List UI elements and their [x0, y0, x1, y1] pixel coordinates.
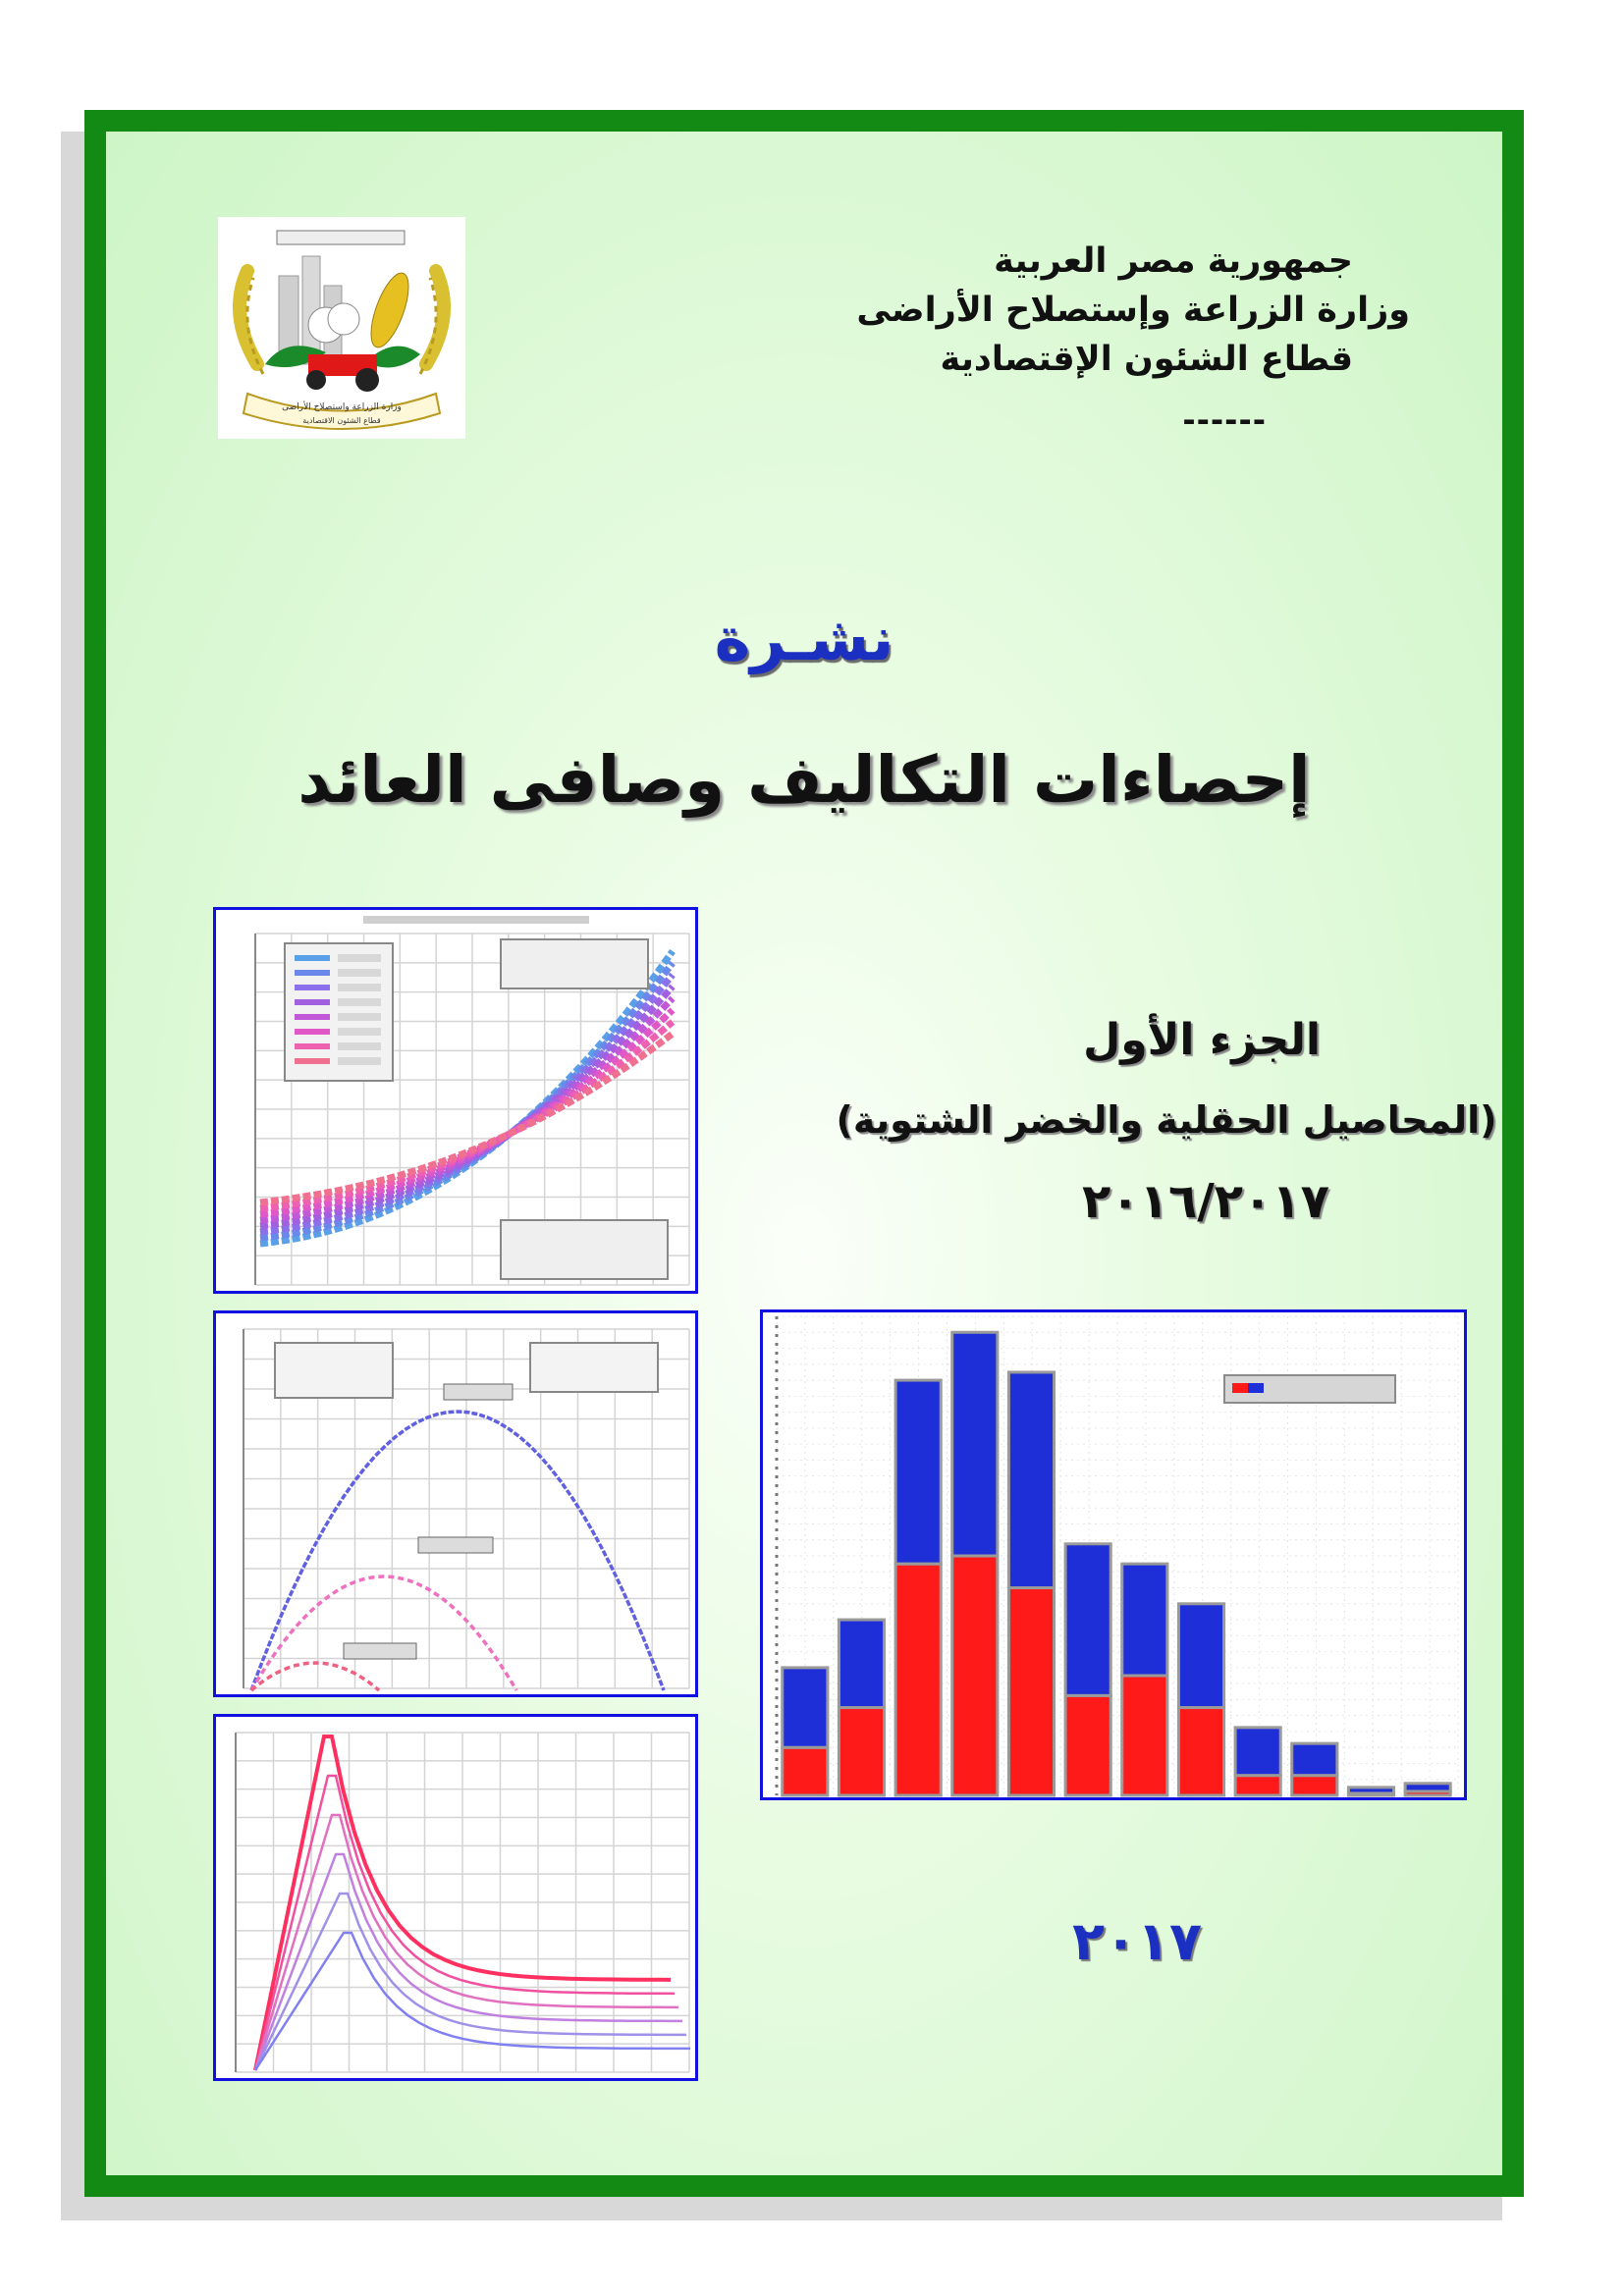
bar-segment [1292, 1743, 1337, 1776]
callout-label [344, 1643, 416, 1659]
booklet-label: نشـرة [714, 603, 894, 674]
series-line [251, 1663, 379, 1690]
legend-swatch [295, 1058, 330, 1064]
bar-segment [895, 1380, 941, 1564]
legend-label-placeholder [338, 1057, 381, 1065]
spike-chart-svg [216, 1717, 695, 2078]
main-title: إحصاءات التكاليف وصافى العائد [298, 742, 1311, 818]
bar-segment [1235, 1728, 1280, 1776]
annotation-box [501, 1220, 668, 1279]
legend-label-placeholder [338, 954, 381, 962]
legend-swatch [295, 1029, 330, 1035]
series-line [255, 1933, 690, 2070]
bar-segment [1405, 1784, 1450, 1791]
bar-chart-frame [760, 1309, 1467, 1800]
chart-title-placeholder [363, 916, 589, 924]
bar-segment [952, 1556, 998, 1795]
legend-label-placeholder [338, 1042, 381, 1050]
legend-swatch [295, 999, 330, 1005]
legend-swatch [295, 1043, 330, 1049]
parabola-chart-svg [216, 1313, 695, 1694]
bar-segment [1235, 1776, 1280, 1795]
legend-swatch [295, 955, 330, 961]
cover-page [84, 110, 1524, 2197]
bar-segment [1122, 1676, 1167, 1795]
bar-segment [783, 1668, 828, 1747]
header-block [856, 237, 1410, 384]
bar-segment [895, 1564, 941, 1795]
ministry-name: وزارة الزراعة وإستصلاح الأراضى [856, 291, 1410, 330]
info-box [275, 1343, 393, 1398]
part-subtitle: (المحاصيل الحقلية والخضر الشتوية) [836, 1098, 1497, 1142]
legend-swatch [295, 970, 330, 976]
bar-segment [783, 1747, 828, 1795]
bar-segment [839, 1620, 884, 1707]
annotation-box [501, 939, 648, 988]
bar-segment [1178, 1604, 1223, 1708]
bar-segment [1065, 1544, 1110, 1696]
legend-swatch-blue [1248, 1383, 1264, 1393]
svg-text:وزارة الزراعة واستصلاح الأراضى: وزارة الزراعة واستصلاح الأراضى [282, 402, 402, 412]
bar-segment [839, 1708, 884, 1795]
sector-name: قطاع الشئون الإقتصادية [940, 340, 1353, 379]
legend-label-placeholder [338, 969, 381, 977]
legend-swatch-red [1232, 1383, 1248, 1393]
legend-label-placeholder [338, 984, 381, 991]
country-name: جمهورية مصر العربية [994, 241, 1353, 281]
header-divider: ------ [1182, 401, 1267, 439]
thumbnail-chart-curves [213, 907, 698, 1294]
curves-chart-svg [216, 910, 695, 1291]
legend-swatch [295, 985, 330, 990]
bar-segment [1065, 1695, 1110, 1795]
legend-swatch [295, 1014, 330, 1020]
bar-segment [1008, 1588, 1054, 1795]
part-label: الجزء الأول [1083, 1015, 1321, 1065]
thumbnail-chart-parabolas [213, 1310, 698, 1697]
bar-segment [952, 1332, 998, 1556]
legend-label-placeholder [338, 1028, 381, 1036]
series-line [255, 1854, 682, 2070]
publication-year: ٢٠١٧ [1072, 1910, 1202, 1972]
svg-text:قطاع الشئون الاقتصادية: قطاع الشئون الاقتصادية [302, 416, 381, 425]
callout-label [418, 1537, 493, 1553]
bar-segment [1292, 1776, 1337, 1795]
bar-segment [1122, 1564, 1167, 1676]
season-years: ٢٠١٦/٢٠١٧ [1082, 1174, 1329, 1229]
series-line [255, 1776, 675, 2070]
bar-segment [1008, 1372, 1054, 1588]
thumbnail-chart-spike [213, 1714, 698, 2081]
legend-label-placeholder [338, 1013, 381, 1021]
bar-segment [1348, 1788, 1393, 1793]
bar-segment [1178, 1708, 1223, 1795]
callout-label [444, 1384, 513, 1400]
legend-box [530, 1343, 658, 1392]
legend-label-placeholder [338, 998, 381, 1006]
series-line [255, 1815, 678, 2070]
stacked-bar-chart [763, 1312, 1464, 1797]
ministry-logo [218, 217, 465, 439]
